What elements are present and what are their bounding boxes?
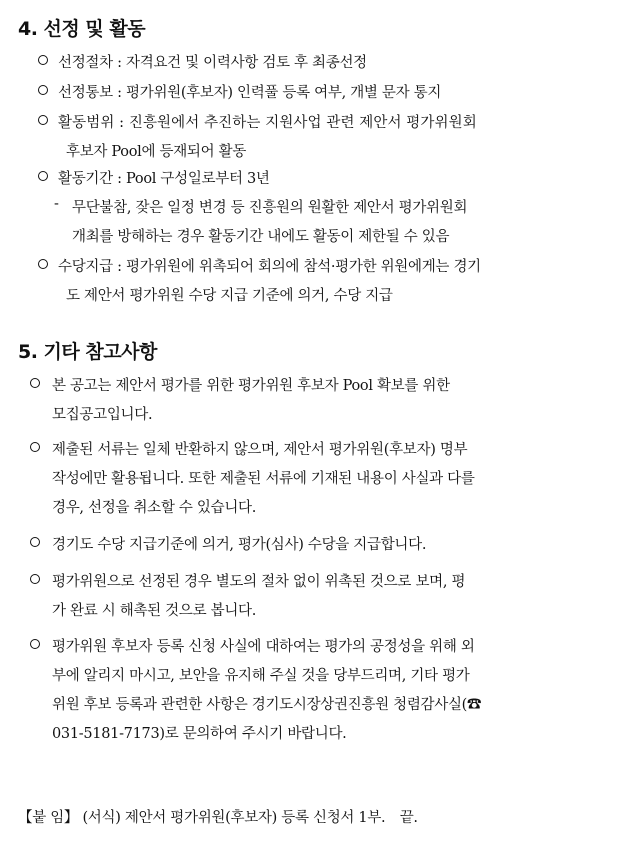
attachment-text: (서식) 제안서 평가위원(후보자) 등록 신청서 1부. bbox=[82, 810, 386, 826]
note-5-line2: 부에 알리지 마시고, 보안을 유지해 주실 것을 당부드리며, 기타 평가 bbox=[52, 668, 470, 684]
bullet-icon bbox=[30, 574, 40, 584]
bullet-icon bbox=[38, 55, 48, 65]
bullet-icon bbox=[38, 115, 48, 125]
note-2-line1: 제출된 서류는 일체 반환하지 않으며, 제안서 평가위원(후보자) 명부 bbox=[52, 442, 468, 458]
note-3: 경기도 수당 지급기준에 의거, 평가(심사) 수당을 지급합니다. bbox=[52, 537, 427, 553]
bullet-icon bbox=[30, 442, 40, 452]
bullet-icon bbox=[30, 537, 40, 547]
note-4-line1: 평가위원으로 선정된 경우 별도의 절차 없이 위촉된 것으로 보며, 평 bbox=[52, 574, 466, 590]
bullet-icon bbox=[38, 259, 48, 269]
activity-scope-line2: 후보자 Pool에 등재되어 활동 bbox=[66, 144, 247, 160]
note-5-line4: 031-5181-7173)로 문의하여 주시기 바랍니다. bbox=[52, 726, 347, 742]
note-4-line2: 가 완료 시 해촉된 것으로 봅니다. bbox=[52, 603, 257, 619]
note-1-line2: 모집공고입니다. bbox=[52, 407, 153, 423]
activity-period-sub-line2: 개최를 방해하는 경우 활동기간 내에도 활동이 제한될 수 있음 bbox=[72, 229, 450, 245]
bullet-icon bbox=[38, 85, 48, 95]
bullet-icon bbox=[38, 171, 48, 181]
end-mark: 끝. bbox=[399, 810, 418, 826]
bullet-icon bbox=[30, 378, 40, 388]
note-5-line3: 위원 후보 등록과 관련한 사항은 경기도시장상권진흥원 청렴감사실(☎ bbox=[52, 697, 482, 713]
note-1-line1: 본 공고는 제안서 평가를 위한 평가위원 후보자 Pool 확보를 위한 bbox=[52, 378, 450, 394]
bullet-icon bbox=[30, 639, 40, 649]
section-4-title: 4. 선정 및 활동 bbox=[18, 18, 146, 40]
allowance-line1: 수당지급 : 평가위원에 위촉되어 회의에 참석·평가한 위원에게는 경기 bbox=[58, 259, 481, 275]
activity-scope-line1: 활동범위 : 진흥원에서 추진하는 지원사업 관련 제안서 평가위원회 bbox=[58, 115, 477, 131]
selection-notice: 선정통보 : 평가위원(후보자) 인력풀 등록 여부, 개별 문자 통지 bbox=[58, 85, 442, 101]
note-2-line3: 경우, 선정을 취소할 수 있습니다. bbox=[52, 500, 257, 516]
note-2-line2: 작성에만 활용됩니다. 또한 제출된 서류에 기재된 내용이 사실과 다를 bbox=[52, 471, 475, 487]
selection-procedure: 선정절차 : 자격요건 및 이력사항 검토 후 최종선정 bbox=[58, 55, 367, 71]
allowance-line2: 도 제안서 평가위원 수당 지급 기준에 의거, 수당 지급 bbox=[66, 288, 393, 304]
activity-period-sub-line1: 무단불참, 잦은 일정 변경 등 진흥원의 원활한 제안서 평가위원회 bbox=[72, 200, 468, 216]
attachment-line bbox=[18, 806, 418, 827]
activity-period: 활동기간 : Pool 구성일로부터 3년 bbox=[58, 171, 270, 187]
note-5-line1: 평가위원 후보자 등록 신청 사실에 대하여는 평가의 공정성을 위해 외 bbox=[52, 639, 475, 655]
section-5-title: 5. 기타 참고사항 bbox=[18, 341, 157, 363]
attachment-label: 【붙 임】 bbox=[18, 810, 79, 826]
dash-marker: - bbox=[54, 196, 59, 212]
